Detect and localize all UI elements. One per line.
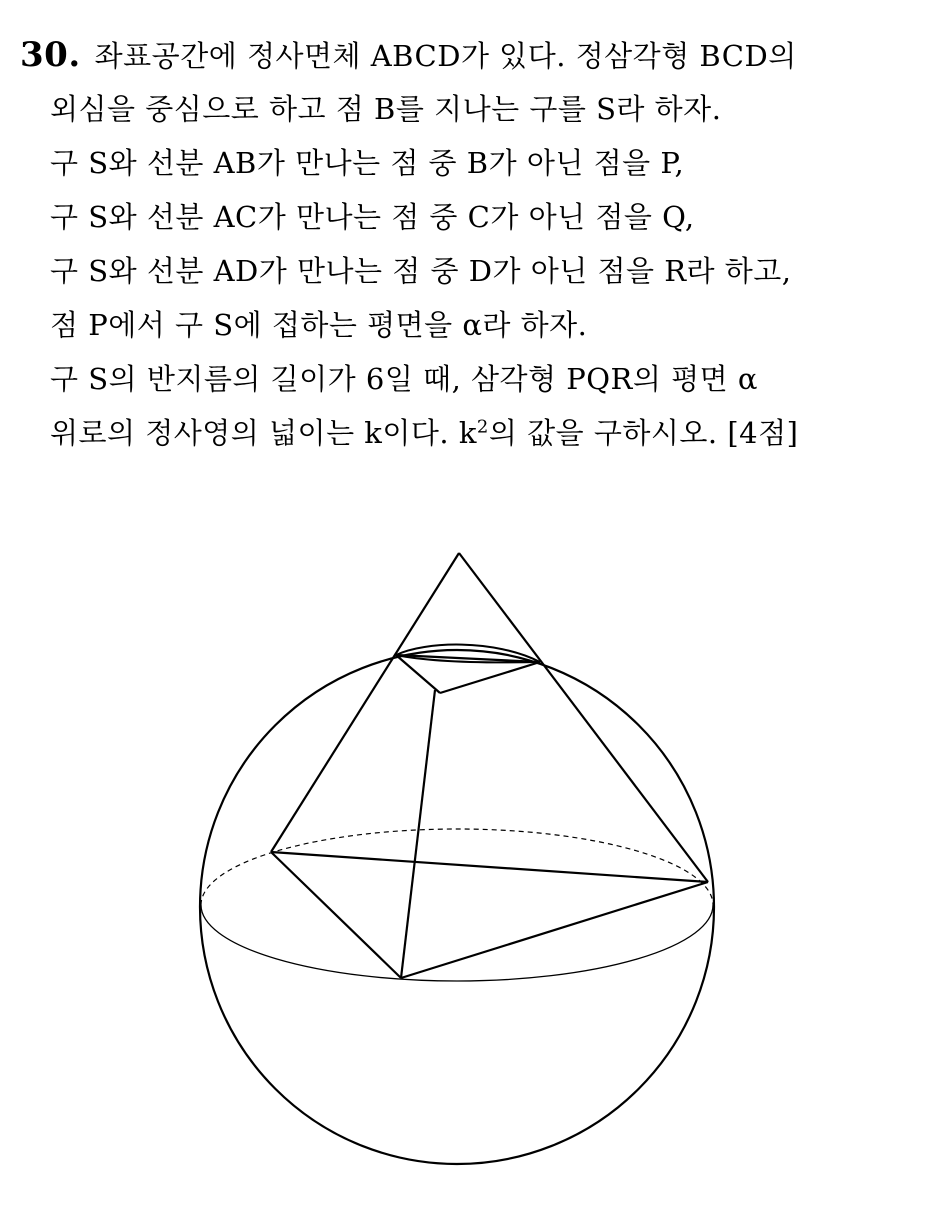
problem-text-8b: 의 값을 구하시오. [4점] [488, 416, 799, 450]
problem-line-8 [20, 406, 920, 460]
edge-AB [271, 553, 459, 852]
problem-line-1 [20, 28, 920, 82]
exponent: 2 [476, 416, 489, 438]
sphere-outline [200, 650, 714, 1164]
problem-text-7: 구 S의 반지름의 길이가 6일 때, 삼각형 PQR의 평면 α [50, 362, 758, 396]
problem-text-4: 구 S와 선분 AC가 만나는 점 중 C가 아닌 점을 Q, [50, 200, 695, 234]
edge-BD [271, 852, 708, 882]
sphere-tetrahedron-diagram [195, 545, 725, 1170]
problem-line-6 [20, 298, 920, 352]
problem-text-1: 좌표공간에 정사면체 ABCD가 있다. 정삼각형 BCD의 [94, 39, 797, 73]
problem-text-3: 구 S와 선분 AB가 만나는 점 중 B가 아닌 점을 P, [50, 146, 685, 180]
problem-line-3 [20, 136, 920, 190]
problem-line-5 [20, 244, 920, 298]
question-number: 30. [20, 35, 81, 75]
problem-line-7 [20, 352, 920, 406]
problem-text-8a: 위로의 정사영의 넓이는 k이다. k [50, 416, 477, 450]
problem-text-5: 구 S와 선분 AD가 만나는 점 중 D가 아닌 점을 R라 하고, [50, 254, 792, 288]
edge-BC [271, 852, 401, 978]
problem-line-4 [20, 190, 920, 244]
edge-AC [401, 690, 435, 978]
edge-QR [440, 662, 540, 693]
problem-text-2: 외심을 중심으로 하고 점 B를 지나는 구를 S라 하자. [50, 92, 722, 126]
edge-AD [459, 553, 708, 882]
problem-block [20, 28, 920, 460]
problem-text-6: 점 P에서 구 S에 접하는 평면을 α라 하자. [50, 308, 588, 342]
edge-CD [401, 882, 708, 978]
figure [195, 545, 725, 1170]
problem-line-2 [20, 82, 920, 136]
equator-front [201, 905, 713, 981]
